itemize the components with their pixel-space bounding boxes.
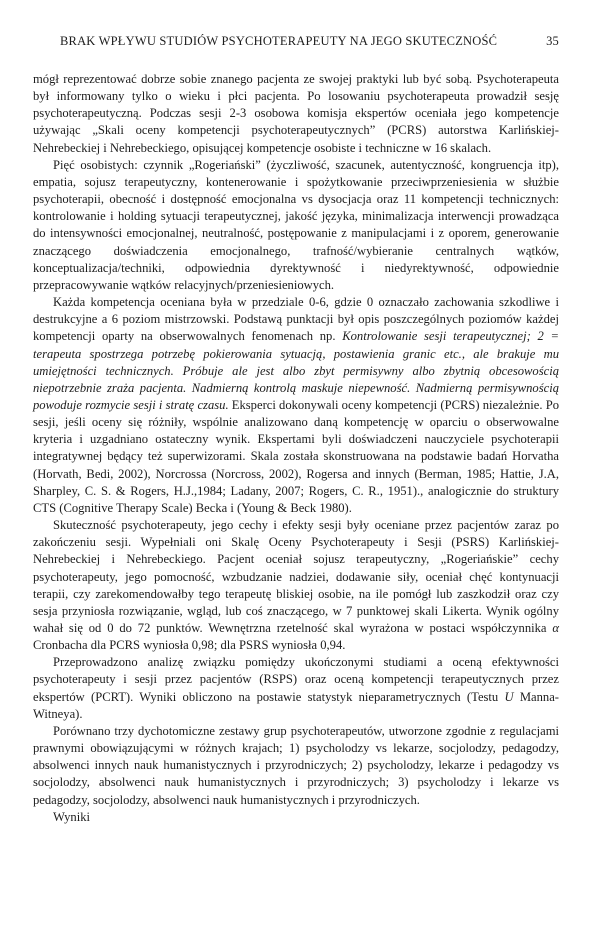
u-symbol: U — [504, 689, 514, 704]
paragraph-2: Pięć osobistych: czynnik „Rogeriański” (życzliwość, szacunek, autentyczność, kongruencja itp), empatia, sojusz terapeutyczny, kontenerowanie i spożytkowanie przeciwprzeniesienia w służbie psychoterapii, obecność i dostępność emocjonalna vs dysocjacja oraz 11 kompetencji technicznych: kontrolowanie i holding sytuacji terapeutycznej, jakość języka, minimalizacja interwencji prowadząca do intensywności emocjonalnej, neutralność, postępowanie z manipulacjami i z oporem, generowanie znaczącego doświadczenia emocjonalnego, trafność/wybieranie centralnych wątków, konceptualizacja/techniki, odpowiednia dyrektywność i niedyrektywność, odpowiednie przepracowywanie wątków relacyjnych/przeniesieniowych. — [33, 157, 559, 292]
running-header — [60, 34, 559, 49]
paragraph-5-text-b: Manna-Witneya). — [33, 689, 559, 721]
paragraph-3-example-italic: Kontrolowanie sesji terapeutycznej; 2 = terapeuta spostrzega potrzebę pokierowania sytuacją, postawienia granic etc., ale brakuje mu umiejętności technicznych. Próbuje ale jest albo zbyt permisywny albo zbytnią obcesowością niepotrzebnie zraża pacjenta. Nadmierną kontrolą maskuje niepewność. Nadmierną permisywnością powoduje rozmycie sesji i stratę czasu. — [33, 329, 559, 412]
page-number: 35 — [546, 34, 559, 48]
paragraph-4-text-b: Cronbacha dla PCRS wyniosła 0,98; dla PSRS wyniosła 0,94. — [33, 638, 346, 653]
paragraph-5-text-a: Przeprowadzono analizę związku pomiędzy ukończonymi studiami a oceną efektywności psychoterapeuty i sesji przez pacjentów (RSPS) oraz oceną kompetencji terapeutycznych przez ekspertów (PCRT). Wyniki obliczono na postawie statystyk nieparametrycznych (Testu — [33, 655, 559, 704]
paragraph-6: Porównano trzy dychotomiczne zestawy grup psychoterapeutów, utworzone zgodnie z regulacjami prawnymi obowiązującymi w różnych krajach; 1) psycholodzy vs lekarze, socjolodzy, pedagodzy, absolwenci innych nauk humanistycznych i przyrodniczych; 2) psycholodzy, lekarze i pedagodzy vs socjolodzy, absolwenci nauk humanistycznych i przyrodniczych; 3) psycholodzy i lekarze vs pedagodzy, socjolodzy, absolwenci nauk humanistycznych i przyrodniczych. — [33, 723, 559, 807]
paragraph-4 — [33, 517, 559, 654]
body-text — [33, 71, 559, 826]
paragraph-1: mógł reprezentować dobrze sobie znanego pacjenta ze swojej praktyki lub być sobą. Psychoterapeuta był informowany tylko o wieku i płci pacjenta. Po losowaniu psychoterapeuta prowadził sesję psychoterapeutyczną. Podczas sesji 2-3 osobowa komisja ekspertów oceniała jego kompetencje używając „Skali oceny kompetencji psychoterapeutycznych” (PCRS) autorstwa Karlińskiej-Nehrebeckiej i Nehrebeckiego, opisującej kompetencje osobiste i techniczne w 16 skalach. — [33, 72, 559, 155]
paragraph-3-text-a: Każda kompetencja oceniana była w przedziale 0-6, gdzie 0 oznaczało zachowania szkodliwe i destrukcyjne a 6 poziom mistrzowski. Podstawą punktacji był opis poszczególnych poziomów każdej kompetencji oparty na obserwowalnych fenomenach np. — [33, 295, 559, 344]
paragraph-3-text-b: Eksperci dokonywali oceny kompetencji (PCRS) niezależnie. Po sesji, jeśli oceny się różniły, wspólnie analizowano daną kompetencję w oparciu o obserwowalne kryteria i uzgadniano ostateczny wynik. Ekspertami byli doświadczeni nauczyciele psychoterapii integratywnej będący też superwizorami. Skala została skonstruowana na podstawie badań Horvatha (Horvath, Bedi, 2002), Norcrossa (Norcross, 2002), Rogersa and innych (Berman, 1985; Hattie, J.A, Sharpley, C. S. & Rogers, H.J.,1984; Ladany, 2007; Rogers, C. R., 1951)., analogicznie do struktury CTS (Cognitive Therapy Scale) Becka i (Young & Beck 1980). — [33, 397, 560, 515]
section-heading-results: Wyniki — [53, 809, 91, 824]
paragraph-4-text-a: Skuteczność psychoterapeuty, jego cechy i efekty sesji były oceniane przez pacjentów zaraz po zakończeniu sesji. Wypełniali oni Skalę Oceny Psychoterapeuty i Sesji (PSRS) Karlińskiej-Nehrebeckiej i Nehrebeckiego. Pacjent oceniał sojusz terapeutyczny, „Rogeriańskie” cechy psychoterapeuty, jego pomocność, wzbudzanie nadziei, dodawanie siły, oceniał chęć kontynuacji terapii, czy zarekomendowałby tego terapeutę bliskiej osobie, na ile pomógł lub zaszkodził oraz czy sesja przyniosła rozwiązanie, wgląd, lub coś znaczącego, w 7 punktowej skali Likerta. Wynik ogólny wahał się od 0 do 72 punktów. Wewnętrzna rzetelność skal wyrażona w postaci współczynnika — [33, 518, 559, 635]
paragraph-5 — [33, 654, 559, 723]
running-title: BRAK WPŁYWU STUDIÓW PSYCHOTERAPEUTY NA JEGO SKUTECZNOŚĆ — [60, 34, 498, 48]
alpha-symbol: α — [552, 621, 559, 635]
paragraph-3 — [33, 294, 559, 517]
